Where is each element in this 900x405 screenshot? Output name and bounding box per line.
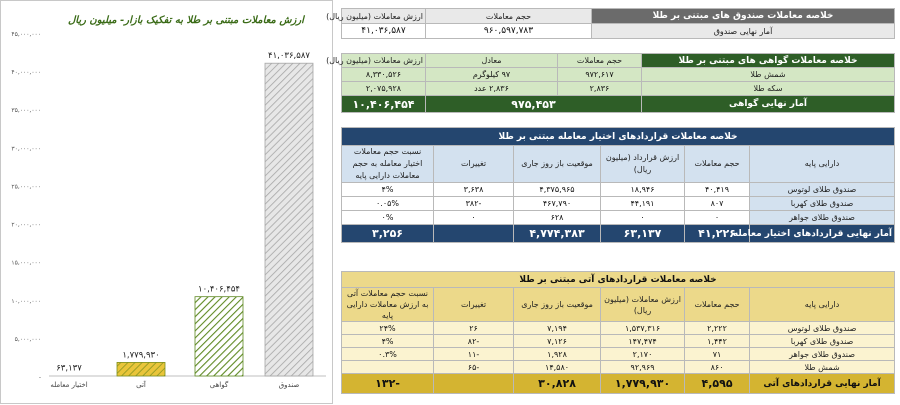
fund-row-label: آمار نهایی صندوق bbox=[592, 24, 895, 39]
table-cell: ۳,۶۳۸ bbox=[434, 183, 514, 197]
table-cell: ۱۴,۵۸۰ bbox=[514, 361, 601, 374]
table-cell: ۴۰,۴۱۹ bbox=[685, 183, 750, 197]
table-cell: ۴۶۷,۷۹۰ bbox=[514, 197, 601, 211]
y-tick-label: ۴۵,۰۰۰,۰۰۰ bbox=[11, 31, 41, 38]
y-tick-label: ۲۰,۰۰۰,۰۰۰ bbox=[11, 222, 41, 229]
table-cell: صندوق طلای جواهر bbox=[750, 348, 895, 361]
cert-volume-header: حجم معاملات bbox=[558, 54, 642, 68]
table-cell: ۳۰,۸۲۸ bbox=[514, 374, 601, 394]
bar-data-label: ۶۳,۱۳۷ bbox=[56, 364, 82, 374]
cert-summary-title: خلاصه معاملات گواهی های مبتنی بر طلا bbox=[642, 54, 895, 68]
table-total-row bbox=[342, 374, 895, 394]
table-cell: -۳۸۲ bbox=[434, 197, 514, 211]
x-tick-label: اختیار معامله bbox=[50, 381, 87, 389]
fund-volume: ۹۶۰,۵۹۷,۷۸۳ bbox=[426, 24, 592, 39]
futures-header: حجم معاملات bbox=[685, 288, 750, 322]
table-cell: -۱۳۲ bbox=[342, 374, 434, 394]
table-cell: ۸۰۷ bbox=[685, 197, 750, 211]
table-cell: ۷۱ bbox=[685, 348, 750, 361]
bar bbox=[195, 297, 243, 376]
table-cell: صندوق طلای جواهر bbox=[750, 211, 895, 225]
table-cell: ۴,۵۹۵ bbox=[685, 374, 750, 394]
table-cell: ۲۴% bbox=[342, 322, 434, 335]
table-cell: ۰.۰۵% bbox=[342, 197, 434, 211]
table-cell: ۰ bbox=[434, 211, 514, 225]
table-cell: صندوق طلای کهربا bbox=[750, 197, 895, 211]
fund-value-header: ارزش معاملات (میلیون ریال) bbox=[342, 9, 426, 24]
table-cell bbox=[434, 374, 514, 394]
y-tick-label: ۱۵,۰۰۰,۰۰۰ bbox=[11, 260, 41, 267]
table-cell: ۰% bbox=[342, 211, 434, 225]
fund-value: ۴۱,۰۳۶,۵۸۷ bbox=[342, 24, 426, 39]
table-cell: ۱,۵۳۷,۳۱۶ bbox=[601, 322, 685, 335]
table-cell: ۴% bbox=[342, 183, 434, 197]
table-cell: ۶۲۸ bbox=[514, 211, 601, 225]
futures-summary-table bbox=[341, 271, 895, 394]
table-row bbox=[342, 183, 895, 197]
table-cell: صندوق طلای کهربا bbox=[750, 335, 895, 348]
table-row bbox=[342, 211, 895, 225]
options-summary-table bbox=[341, 127, 895, 243]
x-tick-label: گواهی bbox=[210, 380, 229, 389]
cert-equiv: ۹۷ کیلوگرم bbox=[426, 68, 558, 82]
cert-total-volume: ۹۷۵,۴۵۳ bbox=[426, 96, 642, 113]
x-tick-label: آتی bbox=[136, 380, 147, 389]
options-header: تغییرات bbox=[434, 146, 514, 183]
table-cell: ۸۶۰ bbox=[685, 361, 750, 374]
table-cell: ۱۴۷,۴۷۴ bbox=[601, 335, 685, 348]
x-tick-label: صندوق bbox=[279, 381, 300, 389]
y-tick-label: ۵,۰۰۰,۰۰۰ bbox=[15, 336, 41, 343]
table-cell: ۱,۷۷۹,۹۳۰ bbox=[601, 374, 685, 394]
table-cell: ۴۴,۱۹۱ bbox=[601, 197, 685, 211]
table-cell: ۰ bbox=[685, 211, 750, 225]
cert-volume: ۹۷۲,۶۱۷ bbox=[558, 68, 642, 82]
table-cell bbox=[342, 361, 434, 374]
table-cell: ۲,۱۷۰ bbox=[601, 348, 685, 361]
table-cell: صندوق طلای لوتوس bbox=[750, 183, 895, 197]
chart-title: ارزش معاملات مبتنی بر طلا به تفکیک بازار- میلیون ریال bbox=[68, 15, 306, 26]
futures-header: ارزش معاملات (میلیون ریال) bbox=[601, 288, 685, 322]
table-cell: -۸۲ bbox=[434, 335, 514, 348]
bar-chart bbox=[1, 1, 334, 405]
table-row bbox=[342, 348, 895, 361]
table-cell: -۱۱ bbox=[434, 348, 514, 361]
options-header: موقعیت باز روز جاری bbox=[514, 146, 601, 183]
table-cell: ۷,۱۲۶ bbox=[514, 335, 601, 348]
chart-panel bbox=[0, 0, 333, 404]
bar bbox=[265, 63, 313, 376]
bar-data-label: ۴۱,۰۳۶,۵۸۷ bbox=[268, 51, 310, 61]
bar-data-label: ۱۰,۴۰۶,۴۵۴ bbox=[198, 285, 240, 295]
fund-volume-header: حجم معاملات bbox=[426, 9, 592, 24]
cert-equiv-header: معادل bbox=[426, 54, 558, 68]
table-cell bbox=[434, 225, 514, 243]
options-header: حجم معاملات bbox=[685, 146, 750, 183]
options-header: ارزش قرارداد (میلیون ریال) bbox=[601, 146, 685, 183]
cert-value: ۲,۰۷۵,۹۲۸ bbox=[342, 82, 426, 96]
table-cell: ۰ bbox=[601, 211, 685, 225]
y-tick-label: ۴۰,۰۰۰,۰۰۰ bbox=[11, 69, 41, 76]
x-axis bbox=[50, 380, 299, 389]
cert-value: ۸,۳۳۰,۵۲۶ bbox=[342, 68, 426, 82]
y-tick-label: - bbox=[39, 374, 41, 381]
bar bbox=[117, 362, 165, 376]
futures-header: نسبت حجم معاملات آتی به ارزش معاملات دارایی پایه bbox=[342, 288, 434, 322]
options-summary-title: خلاصه معاملات قراردادهای اختیار معامله مبتنی بر طلا bbox=[342, 128, 895, 146]
table-cell: ۶۳,۱۳۷ bbox=[601, 225, 685, 243]
table-cell: شمش طلا bbox=[750, 361, 895, 374]
y-tick-label: ۲۵,۰۰۰,۰۰۰ bbox=[11, 183, 41, 190]
table-row bbox=[342, 361, 895, 374]
fund-summary-title: خلاصه معاملات صندوق های مبتنی بر طلا bbox=[592, 9, 895, 24]
table-total-row bbox=[342, 225, 895, 243]
options-header: نسبت حجم معاملات اختیار معامله به حجم معاملات دارایی پایه bbox=[342, 146, 434, 183]
y-tick-label: ۳۵,۰۰۰,۰۰۰ bbox=[11, 107, 41, 114]
cert-row-label: سکه طلا bbox=[642, 82, 895, 96]
table-cell: ۰.۳% bbox=[342, 348, 434, 361]
table-cell: ۴% bbox=[342, 335, 434, 348]
table-cell: ۷,۱۹۴ bbox=[514, 322, 601, 335]
cert-row-label: شمش طلا bbox=[642, 68, 895, 82]
table-cell: ۴,۷۷۴,۳۸۳ bbox=[514, 225, 601, 243]
table-row bbox=[342, 322, 895, 335]
cert-total-label: آمار نهایی گواهی bbox=[642, 96, 895, 113]
cert-total-value: ۱۰,۴۰۶,۴۵۴ bbox=[342, 96, 426, 113]
cert-value-header: ارزش معاملات (میلیون ریال) bbox=[342, 54, 426, 68]
bar-data-label: ۱,۷۷۹,۹۳۰ bbox=[122, 350, 159, 360]
y-tick-label: ۱۰,۰۰۰,۰۰۰ bbox=[11, 298, 41, 305]
futures-summary-title: خلاصه معاملات قراردادهای آتی مبتنی بر طلا bbox=[342, 272, 895, 288]
table-cell: ۲۶ bbox=[434, 322, 514, 335]
table-cell: ۲,۲۲۲ bbox=[685, 322, 750, 335]
table-cell: ۴,۳۷۵,۹۶۵ bbox=[514, 183, 601, 197]
futures-header: تغییرات bbox=[434, 288, 514, 322]
fund-summary-table bbox=[341, 8, 895, 39]
cert-volume: ۲,۸۳۶ bbox=[558, 82, 642, 96]
y-tick-label: ۳۰,۰۰۰,۰۰۰ bbox=[11, 145, 41, 152]
table-cell: صندوق طلای لوتوس bbox=[750, 322, 895, 335]
table-cell: ۱۸,۹۴۶ bbox=[601, 183, 685, 197]
options-header: دارایی پایه bbox=[750, 146, 895, 183]
futures-header: دارایی پایه bbox=[750, 288, 895, 322]
table-cell: ۱,۴۴۲ bbox=[685, 335, 750, 348]
table-cell: -۶۵ bbox=[434, 361, 514, 374]
futures-header: موقعیت باز روز جاری bbox=[514, 288, 601, 322]
certificate-summary-table bbox=[341, 53, 895, 113]
bars bbox=[45, 51, 313, 376]
table-cell: ۹۲,۹۶۹ bbox=[601, 361, 685, 374]
table-cell: ۳,۲۵۶ bbox=[342, 225, 434, 243]
table-cell: آمار نهایی قراردادهای اختیار معامله bbox=[750, 225, 895, 243]
table-cell: ۴۱,۲۲۶ bbox=[685, 225, 750, 243]
table-cell: آمار نهایی قراردادهای آتی bbox=[750, 374, 895, 394]
table-cell: ۱,۹۲۸ bbox=[514, 348, 601, 361]
table-row bbox=[342, 335, 895, 348]
table-row bbox=[342, 197, 895, 211]
cert-equiv: ۲,۸۳۶ عدد bbox=[426, 82, 558, 96]
